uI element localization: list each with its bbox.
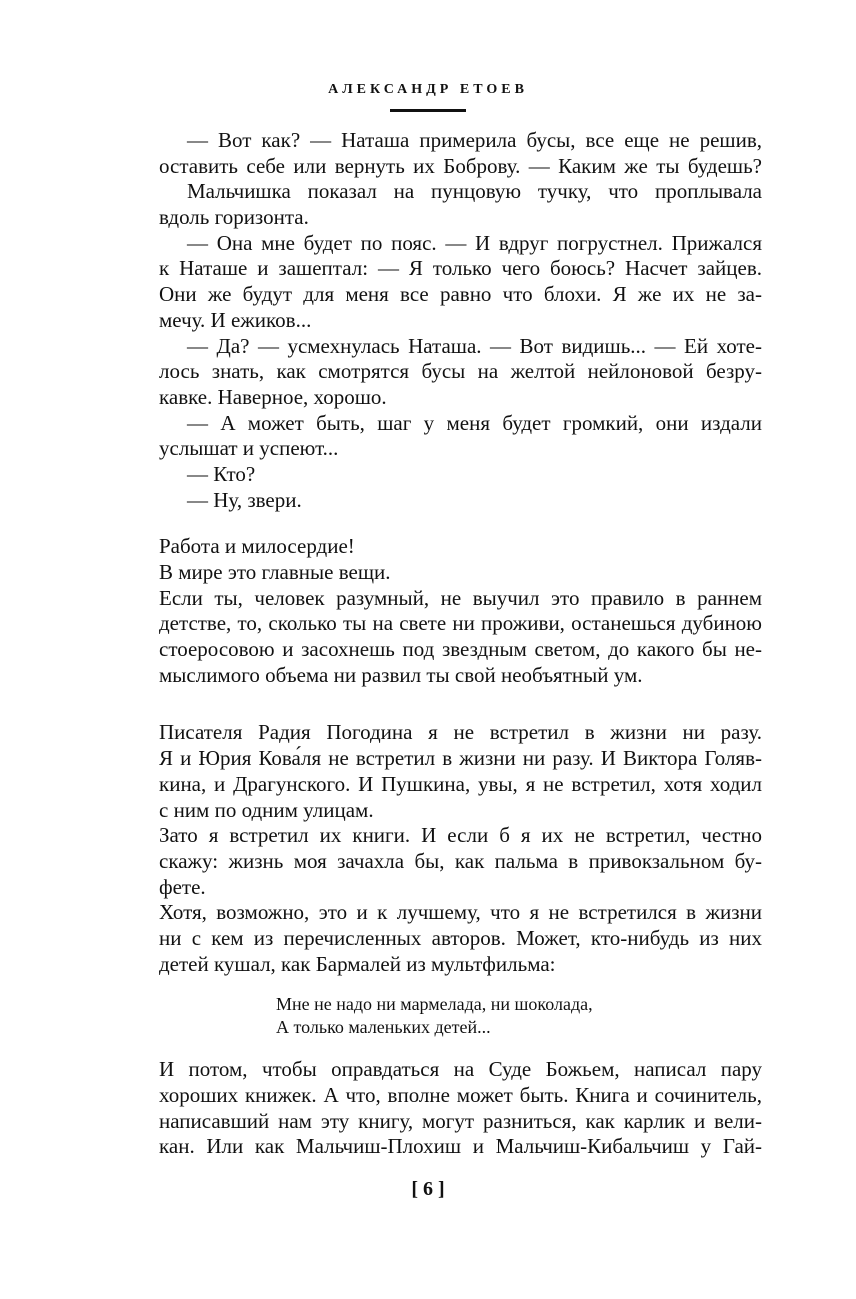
text-line: — Вот как? — Наташа примерила бусы, все еще не решив, [187,128,762,152]
page-number: [ 6 ] [411,1178,445,1200]
text-line: фете. [159,874,206,899]
text-line: И потом, чтобы оправдаться на Суде Божьем, написал пару [159,1057,762,1082]
text-line: Работа и милосердие! [159,534,355,559]
text-line: В мире это главные вещи. [159,560,391,584]
poem-quote [159,993,762,1039]
text-line: — Она мне будет по пояс. — И вдруг погрустнел. Прижался [187,230,762,255]
text-line: стоеросовою и засохнешь под звездным светом, до какого бы не- [159,637,762,662]
poem-line: Мне не надо ни мармелада, ни шоколада, [276,994,593,1015]
text-line: мыслимого объема ни развил ты свой необъятный ум. [159,662,643,687]
text-line: оставить себе или вернуть их Боброву. — Каким же ты будешь? [159,153,762,178]
text-line: вдоль горизонта. [159,205,309,230]
text-line: скажу: жизнь моя зачахла бы, как пальма в привокзальном бу- [159,848,762,873]
text-line: — Ну, звери. [187,487,302,512]
text-line: Мальчишка показал на пунцовую тучку, что проплывала [187,179,762,204]
text-line: хороших книжек. А что, вполне может быть. Книга и сочинитель, [159,1083,762,1107]
text-line: Зато я встретил их книги. И если б я их не встретил, честно [159,823,762,848]
text-line: написавший нам эту книгу, могут разниться, как карлик и вели- [159,1108,762,1133]
text-line: Хотя, возможно, это и к лучшему, что я не встретился в жизни [159,900,762,925]
text-line: Они же будут для меня все равно что блохи. Я же их не за- [159,282,762,307]
running-head-rule [390,109,466,112]
text-line: Я и Юрия Кова́ля не встретил в жизни ни разу. И Виктора Голяв- [159,746,762,771]
text-line: детей кушал, как Бармалей из мультфильма: [159,951,556,976]
text-line: — Да? — усмехнулась Наташа. — Вот видишь... — Ей хоте- [187,333,762,358]
text-line: лось знать, как смотрятся бусы на желтой нейлоновой безру- [159,359,762,384]
poem-line: А только маленьких детей... [276,1017,491,1038]
running-head: АЛЕКСАНДР ЕТОЕВ [328,82,528,97]
text-line: к Наташе и зашептал: — Я только чего боюсь? Насчет зайцев. [159,256,762,281]
text-line: детстве, то, сколько ты на свете ни проживи, останешься дубиною [159,611,762,636]
text-line: кина, и Драгунского. И Пушкина, увы, я не встретил, хотя ходил [159,771,762,796]
text-line: кавке. Наверное, хорошо. [159,384,387,409]
text-line: — А может быть, шаг у меня будет громкий, они издали [187,410,762,435]
text-line: с ним по одним улицам. [159,797,374,822]
text-line: ни с кем из перечисленных авторов. Может, кто-нибудь из них [159,925,762,950]
text-line: Если ты, человек разумный, не выучил это правило в раннем [159,585,762,610]
text-line: — Кто? [187,461,256,486]
text-line: кан. Или как Мальчиш-Плохиш и Мальчиш-Кибальчиш у Гай- [159,1134,762,1159]
text-line: услышат и успеют... [159,436,339,461]
page-body [159,128,762,1160]
text-line: Писателя Радия Погодина я не встретил в жизни ни разу. [159,720,762,745]
text-line: мечу. И ежиков... [159,307,312,332]
